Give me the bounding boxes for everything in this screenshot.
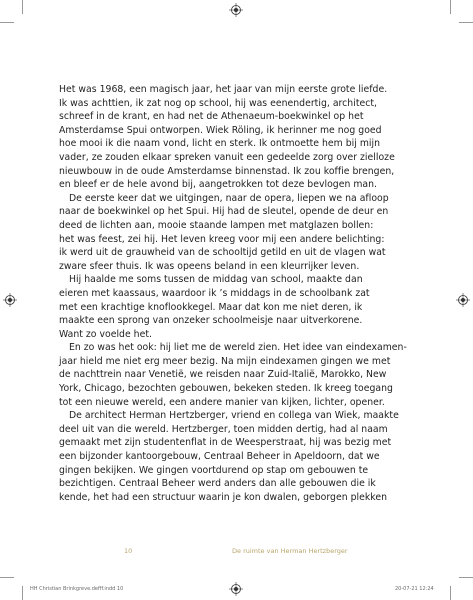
paragraph: De eerste keer dat we uitgingen, naar de opera, liepen we na afloop naar de boekwinkel op het Spui. Hij had de sleutel, opende de deur en deed de lichten aan, mooie staande lampen met matglazen bollen: het was feest, zei hij. Het leven kreeg voor mij een andere belichting: ik werd uit de grauwheid van de schooltijd getild en uit de vlagen wat zware sfeer thuis. Ik was opeens beland in een kleurrijker leven. <box>59 192 389 272</box>
paragraph: Hij haalde me soms tussen de middag van school, maakte dan eieren met kaassaus, waardoor ik ’s middags in de schoolbank zat met een krachtige knoflookkegel. Maar dat kon me niet deren, ik maakte een sprong van onzeker schoolmeisje naar uitverkorene. Want zo voelde het. <box>59 274 370 340</box>
crop-mark <box>459 22 473 23</box>
crop-mark <box>22 0 23 14</box>
registration-mark-icon <box>3 293 17 307</box>
crop-mark <box>22 586 23 600</box>
paragraph: Het was 1968, een magisch jaar, het jaar van mijn eerste grote liefde. Ik was achttien, ik zat nog op school, hij was eenendertig, architect, schreef in de krant, en had net de Athenaeum-boekwinkel op het Amsterdamse Spui ontworpen. Wiek Röling, ik herinner me nog goed hoe mooi ik die naam vond, licht en sterk. Ik ontmoette hem bij mijn vader, ze zouden elkaar spreken vanuit een gedeelde zorg over zielloze nieuwbouw in de oude Amsterdamse binnenstad. Ik zou koffie brengen, en bleef er de hele avond bij, aangetrokken tot deze bevlogen man. <box>59 84 395 191</box>
crop-mark <box>450 0 451 14</box>
registration-mark-icon <box>456 293 470 307</box>
crop-mark <box>459 577 473 578</box>
paragraph: En zo was het ook: hij liet me de wereld zien. Het idee van eindexamen- jaar hield me niet erg meer bezig. Na mijn eindexamen gingen we met de nachttrein naar Venetië, we reisden naar Zuid-Italië, Marokko, New York, Chicago, bezochten gebouwen, bekeken steden. Ik kreeg toegang tot een nieuwe wereld, een andere manier van kijken, lichter, opener. <box>59 342 407 408</box>
crop-mark <box>0 577 14 578</box>
page-number: 10 <box>124 547 133 555</box>
paragraph: De architect Herman Hertzberger, vriend en collega van Wiek, maakte deel uit van die wereld. Hertzberger, toen midden dertig, had al naam gemaakt met zijn studentenflat in de Weesperstraat, hij was bezig met een bijzonder kantoorgebouw, Centraal Beheer in Apeldoorn, dat we gingen bekijken. We gingen voortdurend op stap om gebouwen te bezichtigen. Centraal Beheer werd anders dan alle gebouwen die ik kende, het had een structuur waarin je kon dwalen, geborgen plekken <box>59 410 399 503</box>
registration-mark-icon <box>229 3 243 17</box>
crop-mark <box>0 22 14 23</box>
registration-mark-icon <box>229 582 243 596</box>
slug-filename: HH Christian Brinkgreve.defff.indd 10 <box>30 586 124 592</box>
crop-mark <box>450 586 451 600</box>
slug-timestamp: 20-07-21 12:24 <box>395 586 434 592</box>
body-text <box>59 83 421 504</box>
running-title: De ruimte van Herman Hertzberger <box>232 547 348 555</box>
